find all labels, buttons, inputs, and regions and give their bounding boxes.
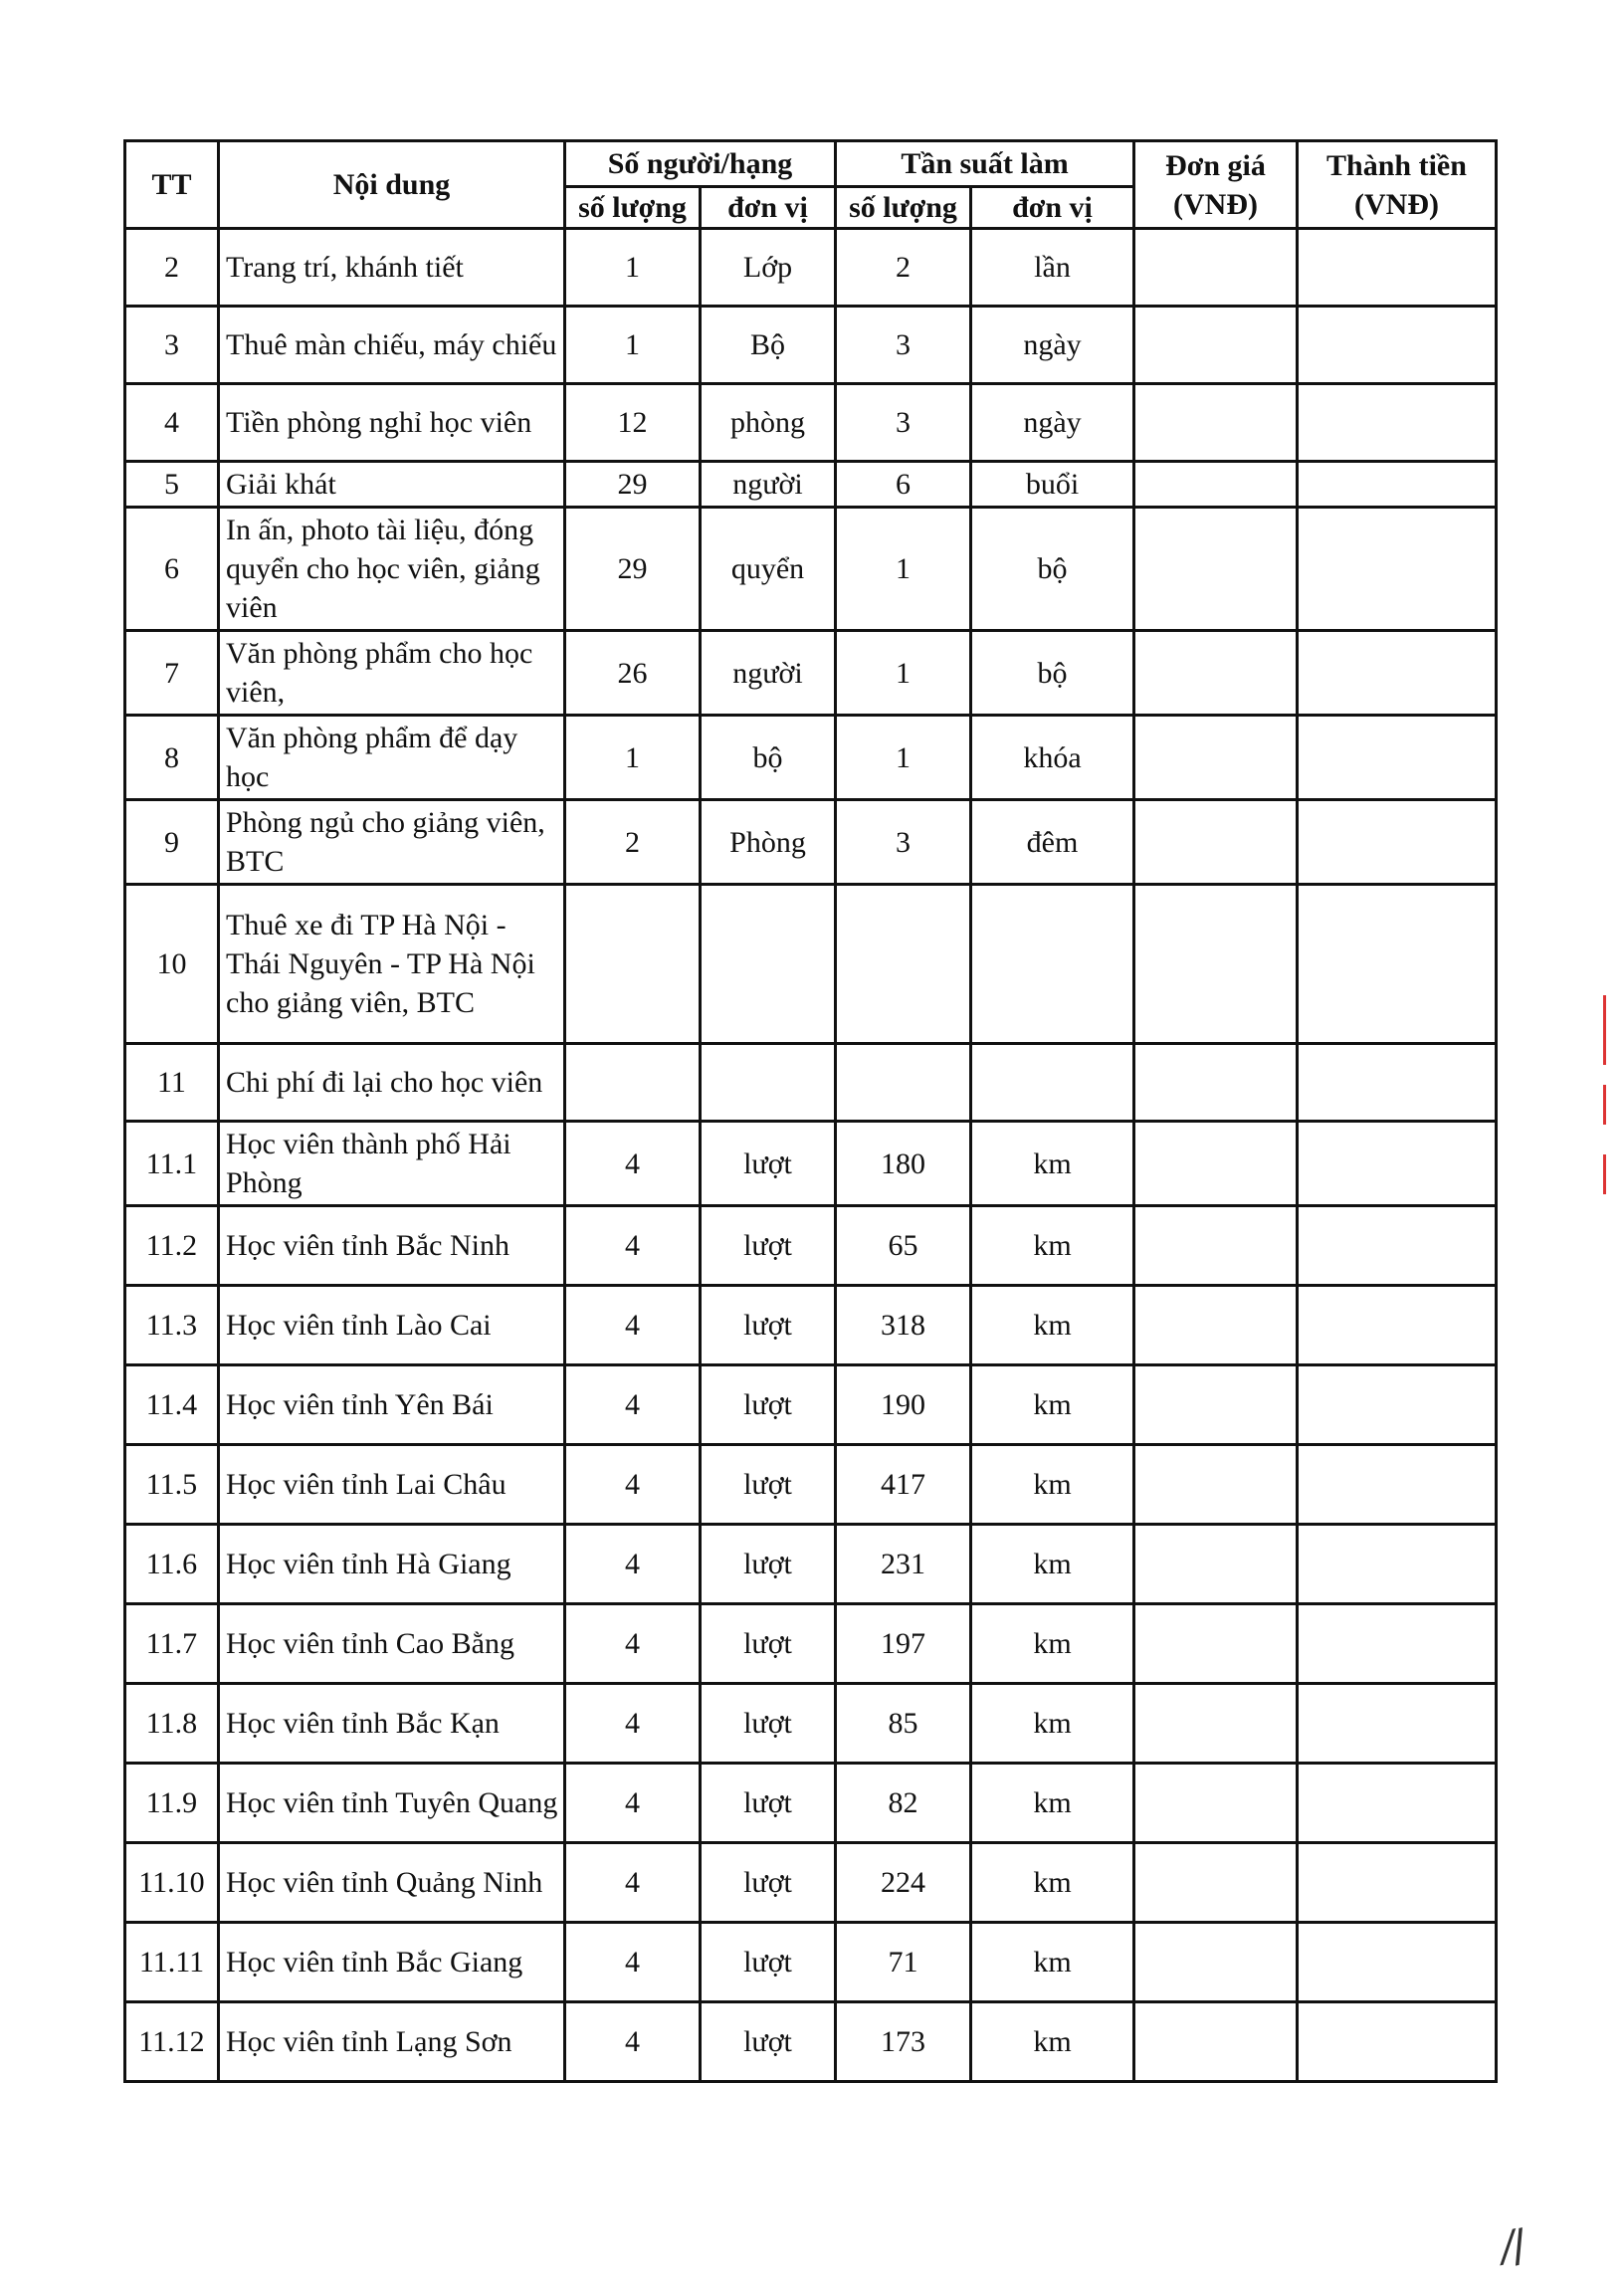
cell-unit-price	[1134, 229, 1298, 307]
cell-freq-unit: buổi	[971, 462, 1134, 508]
cell-tt: 11.2	[125, 1206, 219, 1286]
cell-tt: 3	[125, 307, 219, 384]
cell-freq-unit: bộ	[971, 631, 1134, 716]
cell-qty: 1	[565, 716, 701, 800]
cell-freq-qty: 71	[836, 1923, 971, 2002]
cell-content: Học viên tỉnh Lào Cai	[219, 1286, 565, 1365]
cell-unit: lượt	[701, 1206, 836, 1286]
header-freq-qty: số lượng	[836, 187, 971, 229]
cell-content: Tiền phòng nghỉ học viên	[219, 384, 565, 462]
cell-freq-qty	[836, 885, 971, 1044]
cell-content: Học viên tỉnh Lạng Sơn	[219, 2002, 565, 2082]
cell-unit-price	[1134, 2002, 1298, 2082]
cell-qty: 12	[565, 384, 701, 462]
cell-unit	[701, 885, 836, 1044]
cell-unit-price	[1134, 1365, 1298, 1445]
cell-unit: lượt	[701, 1843, 836, 1923]
cell-qty: 4	[565, 1445, 701, 1525]
table-row	[125, 1445, 1497, 1525]
cell-tt: 11.4	[125, 1365, 219, 1445]
cell-freq-unit: km	[971, 1684, 1134, 1764]
cell-tt: 11.10	[125, 1843, 219, 1923]
cell-unit-price	[1134, 1122, 1298, 1206]
cell-unit: lượt	[701, 1122, 836, 1206]
header-people-group: Số người/hạng	[565, 141, 836, 187]
cell-unit: người	[701, 462, 836, 508]
cell-total	[1298, 1122, 1497, 1206]
cell-unit: lượt	[701, 1365, 836, 1445]
cell-total	[1298, 1764, 1497, 1843]
cell-content: Học viên tỉnh Bắc Kạn	[219, 1684, 565, 1764]
table-row	[125, 1525, 1497, 1604]
cell-total	[1298, 462, 1497, 508]
cell-qty: 26	[565, 631, 701, 716]
cell-unit-price	[1134, 1445, 1298, 1525]
cell-total	[1298, 716, 1497, 800]
cell-freq-qty: 1	[836, 716, 971, 800]
cell-tt: 11	[125, 1044, 219, 1122]
cell-unit: lượt	[701, 1923, 836, 2002]
cell-freq-qty: 1	[836, 508, 971, 631]
table-row	[125, 1044, 1497, 1122]
cell-freq-qty: 85	[836, 1684, 971, 1764]
page-handwritten-mark: ⁄/	[1499, 2219, 1531, 2274]
cell-content: Văn phòng phẩm để dạy học	[219, 716, 565, 800]
cell-freq-qty: 190	[836, 1365, 971, 1445]
cell-qty: 4	[565, 1923, 701, 2002]
cell-total	[1298, 1684, 1497, 1764]
cell-tt: 11.3	[125, 1286, 219, 1365]
cell-unit: lượt	[701, 1286, 836, 1365]
cell-total	[1298, 1206, 1497, 1286]
cell-qty: 4	[565, 1684, 701, 1764]
cell-tt: 11.8	[125, 1684, 219, 1764]
header-frequency-group: Tần suất làm	[836, 141, 1134, 187]
cell-freq-unit: km	[971, 1122, 1134, 1206]
cell-freq-qty: 1	[836, 631, 971, 716]
table-row	[125, 1206, 1497, 1286]
cell-freq-unit: lần	[971, 229, 1134, 307]
cell-total	[1298, 307, 1497, 384]
cell-unit-price	[1134, 1843, 1298, 1923]
cell-content: Học viên tỉnh Bắc Ninh	[219, 1206, 565, 1286]
cell-freq-unit: km	[971, 1843, 1134, 1923]
table-row	[125, 1122, 1497, 1206]
table-row	[125, 885, 1497, 1044]
cell-qty: 29	[565, 508, 701, 631]
cell-unit-price	[1134, 631, 1298, 716]
cell-unit: lượt	[701, 1604, 836, 1684]
header-qty: số lượng	[565, 187, 701, 229]
cell-content: Học viên tỉnh Quảng Ninh	[219, 1843, 565, 1923]
cell-tt: 11.9	[125, 1764, 219, 1843]
red-edge-mark	[1603, 1154, 1620, 1194]
cell-total	[1298, 1044, 1497, 1122]
cell-qty: 4	[565, 2002, 701, 2082]
cell-freq-unit: km	[971, 1923, 1134, 2002]
cell-tt: 11.6	[125, 1525, 219, 1604]
cell-unit-price	[1134, 1684, 1298, 1764]
cell-freq-unit: ngày	[971, 307, 1134, 384]
cell-unit: Lớp	[701, 229, 836, 307]
cell-unit-price	[1134, 1286, 1298, 1365]
cell-freq-qty: 417	[836, 1445, 971, 1525]
table-row	[125, 716, 1497, 800]
cell-unit: quyển	[701, 508, 836, 631]
cell-content: In ấn, photo tài liệu, đóng quyển cho học viên, giảng viên	[219, 508, 565, 631]
cell-qty: 4	[565, 1604, 701, 1684]
cell-total	[1298, 229, 1497, 307]
header-freq-unit: đơn vị	[971, 187, 1134, 229]
cell-total	[1298, 800, 1497, 885]
cell-tt: 9	[125, 800, 219, 885]
table-row	[125, 800, 1497, 885]
cell-content: Thuê màn chiếu, máy chiếu	[219, 307, 565, 384]
cell-freq-unit: ngày	[971, 384, 1134, 462]
red-edge-mark	[1603, 995, 1620, 1065]
cell-freq-unit: km	[971, 2002, 1134, 2082]
cell-unit: lượt	[701, 1684, 836, 1764]
cell-content: Học viên tỉnh Cao Bằng	[219, 1604, 565, 1684]
header-tt: TT	[125, 141, 219, 229]
cell-content: Thuê xe đi TP Hà Nội - Thái Nguyên - TP Hà Nội cho giảng viên, BTC	[219, 885, 565, 1044]
cell-content: Học viên tỉnh Lai Châu	[219, 1445, 565, 1525]
cell-tt: 11.7	[125, 1604, 219, 1684]
cell-freq-qty: 318	[836, 1286, 971, 1365]
cell-freq-unit: km	[971, 1365, 1134, 1445]
header-unit: đơn vị	[701, 187, 836, 229]
cell-freq-qty: 197	[836, 1604, 971, 1684]
cell-freq-unit: khóa	[971, 716, 1134, 800]
cell-qty: 4	[565, 1764, 701, 1843]
cell-freq-qty: 231	[836, 1525, 971, 1604]
cell-freq-unit: km	[971, 1764, 1134, 1843]
cell-total	[1298, 885, 1497, 1044]
cell-freq-qty: 6	[836, 462, 971, 508]
cell-freq-qty: 224	[836, 1843, 971, 1923]
cell-qty: 4	[565, 1365, 701, 1445]
cell-unit-price	[1134, 885, 1298, 1044]
cell-unit-price	[1134, 1206, 1298, 1286]
cell-total	[1298, 631, 1497, 716]
cell-unit-price	[1134, 716, 1298, 800]
cell-tt: 10	[125, 885, 219, 1044]
cell-unit: người	[701, 631, 836, 716]
cell-qty: 4	[565, 1286, 701, 1365]
cell-freq-unit: đêm	[971, 800, 1134, 885]
table-row	[125, 508, 1497, 631]
table-row	[125, 1923, 1497, 2002]
cell-tt: 5	[125, 462, 219, 508]
cell-unit-price	[1134, 1044, 1298, 1122]
cell-tt: 11.12	[125, 2002, 219, 2082]
table-row	[125, 384, 1497, 462]
cell-unit: lượt	[701, 1525, 836, 1604]
cell-total	[1298, 1445, 1497, 1525]
table-row	[125, 229, 1497, 307]
cell-freq-unit: km	[971, 1525, 1134, 1604]
cell-total	[1298, 384, 1497, 462]
cell-tt: 4	[125, 384, 219, 462]
cell-qty: 1	[565, 307, 701, 384]
cell-unit: Phòng	[701, 800, 836, 885]
cell-freq-qty: 3	[836, 800, 971, 885]
header-unit-price: Đơn giá (VNĐ)	[1134, 141, 1298, 229]
cell-freq-unit	[971, 885, 1134, 1044]
cell-tt: 11.1	[125, 1122, 219, 1206]
cell-freq-qty: 65	[836, 1206, 971, 1286]
cell-freq-qty: 3	[836, 384, 971, 462]
cell-freq-qty: 3	[836, 307, 971, 384]
cell-freq-qty	[836, 1044, 971, 1122]
cell-content: Học viên tỉnh Tuyên Quang	[219, 1764, 565, 1843]
table-row	[125, 1684, 1497, 1764]
cell-content: Văn phòng phẩm cho học viên,	[219, 631, 565, 716]
table-row	[125, 631, 1497, 716]
cell-unit-price	[1134, 307, 1298, 384]
cell-qty: 1	[565, 229, 701, 307]
cell-total	[1298, 1365, 1497, 1445]
header-content: Nội dung	[219, 141, 565, 229]
cell-qty: 29	[565, 462, 701, 508]
cell-content: Giải khát	[219, 462, 565, 508]
cell-total	[1298, 508, 1497, 631]
red-edge-mark	[1603, 1085, 1620, 1125]
cell-freq-unit: km	[971, 1604, 1134, 1684]
table-row	[125, 1764, 1497, 1843]
table-row	[125, 1286, 1497, 1365]
cell-qty	[565, 885, 701, 1044]
cell-freq-qty: 2	[836, 229, 971, 307]
cell-unit	[701, 1044, 836, 1122]
table-row	[125, 462, 1497, 508]
cell-unit-price	[1134, 1525, 1298, 1604]
cell-qty: 2	[565, 800, 701, 885]
table-row	[125, 2002, 1497, 2082]
header-total: Thành tiền (VNĐ)	[1298, 141, 1497, 229]
cell-tt: 11.5	[125, 1445, 219, 1525]
cell-qty: 4	[565, 1525, 701, 1604]
cell-freq-unit: km	[971, 1286, 1134, 1365]
cell-freq-unit	[971, 1044, 1134, 1122]
cell-unit: lượt	[701, 2002, 836, 2082]
cell-qty: 4	[565, 1206, 701, 1286]
cell-qty	[565, 1044, 701, 1122]
cell-unit-price	[1134, 1604, 1298, 1684]
table-body	[125, 229, 1497, 2082]
cell-tt: 7	[125, 631, 219, 716]
table-row	[125, 1604, 1497, 1684]
cell-unit-price	[1134, 800, 1298, 885]
cell-tt: 6	[125, 508, 219, 631]
cell-freq-unit: bộ	[971, 508, 1134, 631]
cell-unit: bộ	[701, 716, 836, 800]
cell-qty: 4	[565, 1843, 701, 1923]
cost-table	[123, 139, 1498, 2083]
cell-content: Học viên tỉnh Bắc Giang	[219, 1923, 565, 2002]
cell-unit-price	[1134, 1764, 1298, 1843]
cell-freq-unit: km	[971, 1206, 1134, 1286]
cell-content: Học viên tỉnh Hà Giang	[219, 1525, 565, 1604]
cell-qty: 4	[565, 1122, 701, 1206]
cell-tt: 2	[125, 229, 219, 307]
cell-tt: 8	[125, 716, 219, 800]
cell-content: Học viên thành phố Hải Phòng	[219, 1122, 565, 1206]
cell-total	[1298, 1923, 1497, 2002]
cell-freq-unit: km	[971, 1445, 1134, 1525]
cell-content: Học viên tỉnh Yên Bái	[219, 1365, 565, 1445]
cell-unit: lượt	[701, 1445, 836, 1525]
header-row-1	[125, 141, 1497, 187]
cell-freq-qty: 173	[836, 2002, 971, 2082]
cell-tt: 11.11	[125, 1923, 219, 2002]
cell-total	[1298, 1604, 1497, 1684]
cell-total	[1298, 1525, 1497, 1604]
table-row	[125, 307, 1497, 384]
cell-total	[1298, 2002, 1497, 2082]
cell-unit-price	[1134, 1923, 1298, 2002]
cell-unit-price	[1134, 508, 1298, 631]
table-row	[125, 1843, 1497, 1923]
cell-unit-price	[1134, 384, 1298, 462]
cell-unit: Bộ	[701, 307, 836, 384]
cell-content: Chi phí đi lại cho học viên	[219, 1044, 565, 1122]
cell-content: Phòng ngủ cho giảng viên, BTC	[219, 800, 565, 885]
cell-unit: phòng	[701, 384, 836, 462]
table-row	[125, 1365, 1497, 1445]
cell-unit-price	[1134, 462, 1298, 508]
cell-freq-qty: 82	[836, 1764, 971, 1843]
cell-total	[1298, 1286, 1497, 1365]
cell-total	[1298, 1843, 1497, 1923]
cell-content: Trang trí, khánh tiết	[219, 229, 565, 307]
cell-unit: lượt	[701, 1764, 836, 1843]
cell-freq-qty: 180	[836, 1122, 971, 1206]
